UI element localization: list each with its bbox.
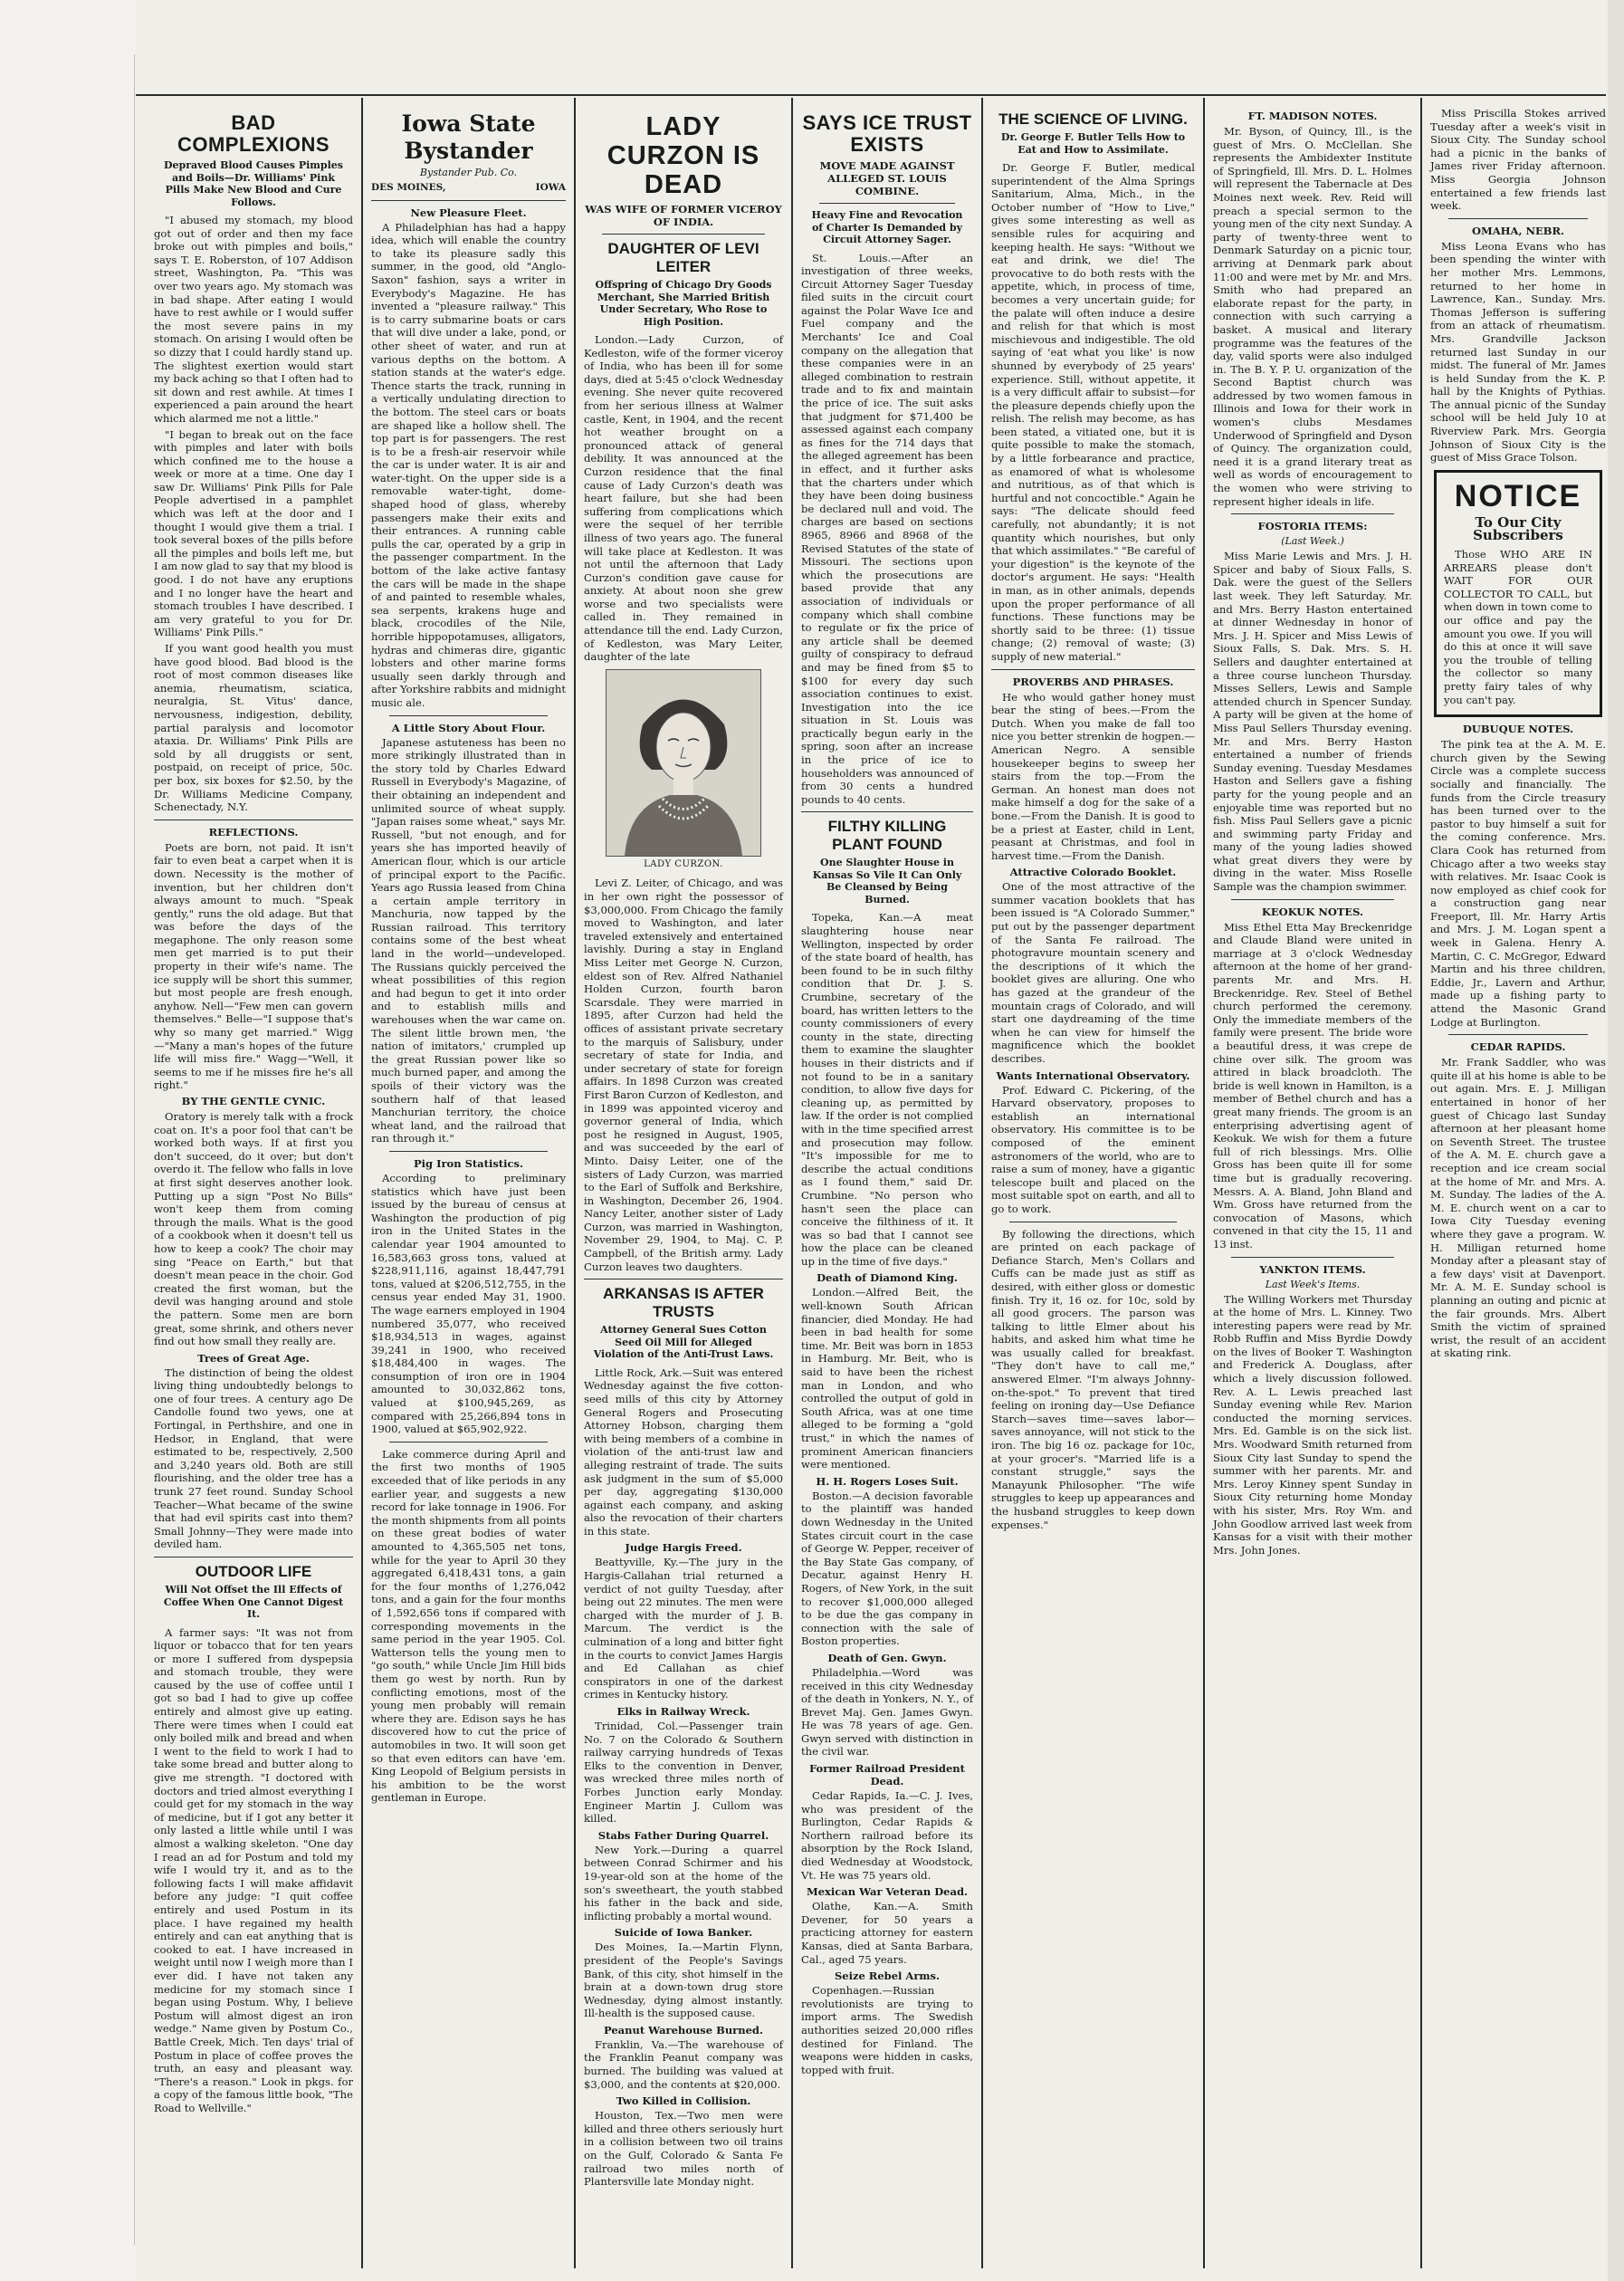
divider bbox=[801, 811, 973, 812]
divider bbox=[1231, 899, 1394, 900]
headline-ice-trust: SAYS ICE TRUST EXISTS bbox=[802, 111, 972, 156]
section-heading-fostoria: FOSTORIA ITEMS: bbox=[1257, 520, 1368, 533]
column-2 bbox=[362, 107, 575, 2265]
section-heading-cedar-rapids: CEDAR RAPIDS. bbox=[1470, 1040, 1566, 1054]
margin-edge bbox=[134, 54, 135, 2245]
dek: Dr. George F. Butler Tells How to Eat and How to Assimilate. bbox=[1000, 131, 1186, 156]
article-paragraph: Trinidad, Col.—Passenger train No. 7 on the Colorado & Southern railway carrying hundreds of Texas Elks to the convention in Denver, was wrecked three miles north of Forbes Junction early Monday. Engineer Martin J. Cullom was killed. bbox=[584, 1720, 783, 1826]
article-paragraph: Philadelphia.—Word was received in this city Wednesday of the death in Yonkers, N. Y., of Brevet Maj. Gen. James Gwyn. He was 78 years of age. Gen. Gwyn served with distinction in the civil war. bbox=[801, 1665, 973, 1759]
article-paragraph: Olathe, Kan.—A. Smith Devener, for 50 years a practicing attorney for eastern Kansas, died at Santa Barbara, Cal., aged 75 years. bbox=[801, 1900, 973, 1966]
section-heading-omaha: OMAHA, NEBR. bbox=[1471, 224, 1565, 237]
dek: Heavy Fine and Revocation of Charter Is Demanded by Circuit Attorney Sager. bbox=[811, 209, 963, 245]
article-paragraph: A Philadelphian has had a happy idea, which will enable the country to take its pleasure sadly this summer, in the good, old "Anglo-Saxon" fashion, says a writer in Everybody's Magazine. He has invented a "pleasure railway." This is to carry submarine boats or cars that will dive under a lake, pond, or other sheet of water, and run at various depths on the bottom. A station stands at the water's edge. Thence starts the track, running in a vertically undulating direction to the bottom. The steel cars or boats are shaped like a hollow shell. The top part is for passengers. The rest is to be a fresh-air reservoir while the car is under water. It is air and water-tight. On the upper side is a removable water-tight, dome-shaped hood of glass, whereby passengers make their exits and their entrances. A running cable pulls the car, operated by a grip in the passenger compartment. In the bottom of the lake active fantasy the cars will be made in the shape of and painted to resemble whales, sea serpents, krakens huge and black, crocodiles of the Nile, horrible hippopotamuses, alligators, hydras and chimeras dire, gigantic lobsters and other marine forms usually seen darkly through and after Yorkshire rabbits and midnight music ale. bbox=[371, 220, 566, 709]
article-paragraph: New York.—During a quarrel between Conrad Schirmer and his 19-year-old son at the home of the son's sweetheart, the youth stabbed his father in the back and side, inflicting probably a mortal wound. bbox=[584, 1843, 783, 1922]
subheading: Peanut Warehouse Burned. bbox=[604, 2023, 763, 2037]
article-paragraph: Lake commerce during April and the first two months of 1905 exceeded that of like periods in any earlier year, and suggests a new record for lake tonnage in 1906. For the month shipments from all points on these great bodies of water amounted to 4,365,505 net tons, while for the year to April 30 they aggregated 6,418,431 tons, a gain for the four months of 1,276,042 tons, and a gain for the four months of 1,592,656 tons if compared with corresponding movements in the same period in the year 1905. Col. Watterson tells the young men to "go south," while Uncle Jim Hill bids them go west by north. Run by conflicting emotions, most of the young men probably will remain where they are. Edison says he has discovered how to cut the price of automobiles in two. It will soon get so that even editors can have 'em. King Leopold of Belgium persists in his ambition to be the worst gentleman in Europe. bbox=[371, 1447, 566, 1805]
article-paragraph: "I abused my stomach, my blood got out of order and then my face broke out with pimples and boils," says T. E. Roberston, of 107 Addison street, Washington, Pa. "This was over two years ago. My stomach was in bad shape. After eating I would have to rest awhile or I would suffer the most severe pains in my stomach. On arising I would often be so dizzy that I could hardly stand up. The slightest exertion would start my back aching so that I often had to sit down and rest awhile. At times I experienced a pain around the heart which alarmed me not a little." bbox=[154, 214, 353, 425]
column-4 bbox=[792, 107, 982, 2265]
subhead: MOVE MADE AGAINST ALLEGED ST. LOUIS COMBINE. bbox=[819, 159, 955, 197]
subheading: Attractive Colorado Booklet. bbox=[1009, 866, 1177, 879]
subheading-pig-iron: Pig Iron Statistics. bbox=[414, 1156, 523, 1170]
article-paragraph: "I began to break out on the face with pimples and later with boils which confined me to the house a week or more at a time. One day I saw Dr. Williams' Pink Pills for Pale People advertised in a pamphlet which was left at the door and I thought I would give them a trial. I took several boxes of the pills before all the pimples and boils left me, but I am now glad to say that my blood is good. I do not have any eruptions and I no longer have the heart and stomach troubles I have described. I am very grateful to you for Dr. Williams' Pink Pills." bbox=[154, 427, 353, 639]
divider bbox=[1231, 513, 1394, 514]
section-subheading: (Last Week.) bbox=[1281, 535, 1344, 548]
article-paragraph: Little Rock, Ark.—Suit was entered Wednesday against the five cotton-seed mills of this city by Attorney General Rogers and Prosecuting Attorney Hobson, charging them with being members of a combine in violation of the anti-trust law and alleging restraint of trade. The suits ask judgment in the sum of $5,000 per day, aggregating $130,000 against each company, and asking also the revocation of their charters in this state. bbox=[584, 1366, 783, 1538]
dek: One Slaughter House in Kansas So Vile It Can Only Be Cleansed by Being Burned. bbox=[812, 857, 962, 906]
section-heading-reflections: REFLECTIONS. bbox=[208, 825, 299, 839]
article-paragraph: Japanese astuteness has been no more strikingly illustrated than in the story told by Charles Edward Russell in Everybody's Magazine, of their obtaining an independent and unlimited source of wheat supply. "Japan raises some wheat," says Mr. Russell, "but not enough, and for years she has imported heavily of American flour, which is our article of principal export to the Pacific. Years ago Russia leased from China a certain ample territory in Manchuria, now tapped by the Russian railroad. This territory contains some of the best wheat land in the world—undeveloped. The Russians quickly perceived the wheat possibilities of this region and had begun to get it into order and to establish mills and warehouses when the war came on. The silent little brown men, 'the nation of imitators,' crumpled up the great Russian power like so much burned paper, and among the spoils of their victory was the southern half of that leased Manchurian territory, the choice wheat land, and the railroad that ran through it." bbox=[371, 735, 566, 1145]
article-paragraph: A farmer says: "It was not from liquor or tobacco that for ten years or more I suffered from dyspepsia and stomach trouble, they were caused by the use of coffee until I got so bad I had to give up coffee entirely and almost give up eating. There were times when I could eat only boiled milk and bread and when I went to the field to work I had to take some bread and butter along to give me strength. "I doctored with doctors and tried almost everything I could get for my stomach in the way of medicine, but if I got any better it only lasted a little while until I was almost a walking skeleton. "One day I read an ad for Postum and told my wife I would try it, and as to the following facts I will make affidavit before any judge: "I quit coffee entirely and used Postum in its place. I have regained my health entirely and can eat anything that is cooked to eat. I have increased in weight until now I weigh more than I ever did. I have not taken any medicine for my stomach since I began using Postum. Why, I believe Postum will almost digest an iron wedge." Name given by Postum Co., Battle Creek, Mich. Ten days' trial of Postum in place of coffee proves the truth, an easy and pleasant way. "There's a reason." Look in pkgs. for a copy of the famous little book, "The Road to Wellville." bbox=[154, 1625, 353, 2114]
subhead-large: DAUGHTER OF LEVI LEITER bbox=[607, 240, 759, 275]
article-paragraph: Mr. Frank Saddler, who was quite ill at his home is able to be out again. Mrs. E. J. Milligan entertained in honor of her guest of Chicago last Sunday afternoon at her pleasant home on Seventh Street. The trustee of the A. M. E. church gave a reception and ice cream social at the home of Mr. and Mrs. A. M. Sunday. The ladies of the A. M. E. church went on a car to Iowa City Tuesday evening where they gave a program. W. H. Milligan returned home Monday after a pleasant stay of a few days' visit at Davenport. Mr. A. M. E. Sunday school is planning an outing and picnic at the fair grounds. Mrs. Albert Smith the victim of sprained wrist, the result of an accident at skating rink. bbox=[1430, 1056, 1606, 1360]
article-paragraph: St. Louis.—After an investigation of three weeks, Circuit Attorney Sager Tuesday filed suits in the circuit court against the Polar Wave Ice and Fuel company and the Merchants' Ice and Coal company on the allegation that these companies were in an alleged combination to restrain trade and to fix and maintain the price of ice. The suit asks that judgment for $71,400 be assessed against each company as fines for the 714 days that the alleged agreement has been in effect, and it further asks that the charters under which they have been doing business be declared null and void. The charges are based on sections 8965, 8966 and 8968 of the Revised Statutes of the state of Missouri. The sections upon which the prosecutions are based provide that any association of individuals or company which shall combine to regulate or fix the price of any article shall be deemed guilty of conspiracy to defraud and may be fined from $5 to $100 for every day such association continues to exist. Investigation into the ice situation in St. Louis was practically begun early in the spring, soon after an increase in the price of ice to householders was announced of from 30 cents a hundred pounds to 40 cents. bbox=[801, 251, 973, 806]
article-paragraph: Copenhagen.—Russian revolutionists are trying to import arms. The Swedish authorities seized 20,000 rifles destined for Finland. The weapons were hidden in casks, topped with fruit. bbox=[801, 1984, 973, 2076]
portrait-image bbox=[606, 669, 761, 857]
torn-right-edge bbox=[1608, 0, 1624, 2281]
article-paragraph: Boston.—A decision favorable to the plaintiff was handed down Wednesday in the United States circuit court in the case of George W. Pepper, receiver of the Bay State Gas company, of Decatur, against Henry H. Rogers, of New York, in the suit to recover $1,000,000 alleged to be due the gas company in connection with the sale of Boston properties. bbox=[801, 1489, 973, 1648]
article-paragraph: The distinction of being the oldest living thing undoubtedly belongs to one of four trees. A century ago De Candolle found two yews, one at Fortingal, in Perthshire, and one in Hedsor, in England, that were estimated to be, respectively, 2,500 and 3,240 years old. Both are still flourishing, and the older tree has a trunk 27 feet round. Sunday School Teacher—What became of the swine that had evil spirits cast into them? Small Johnny—They were made into deviled ham. bbox=[154, 1366, 353, 1551]
divider bbox=[1231, 1257, 1394, 1258]
article-paragraph: Topeka, Kan.—A meat slaughtering house near Wellington, inspected by order of the state board of health, has been found to be in such filthy condition that Dr. J. S. Crumbine, secretary of the board, has written letters to the county commissioners of every county in the state, directing them to examine the slaughter houses in their districts and if not found to be in a sanitary condition, to allow five days for cleaning up, as permitted by law. If the order is not complied with in the time specified arrest and prosecution may follow. "It's impossible for me to describe the actual conditions as I found them," said Dr. Crumbine. "No person who hasn't seen the place can conceive the filthiness of it. It was so bad that I cannot see how the place can be cleaned up in the time of five days." bbox=[801, 911, 973, 1268]
notice-box bbox=[1434, 470, 1602, 717]
section-subheading: Last Week's Items. bbox=[1265, 1278, 1361, 1290]
article-paragraph: Cedar Rapids, Ia.—C. J. Ives, who was president of the Burlington, Cedar Rapids & Northern railroad before its absorption by the Rock Island, died Wednesday at Woodstock, Vt. He was 75 years old. bbox=[801, 1789, 973, 1882]
headline-outdoor-life: OUTDOOR LIFE bbox=[195, 1563, 312, 1580]
state: IOWA bbox=[535, 182, 566, 193]
subheading: Death of Gen. Gwyn. bbox=[827, 1651, 947, 1664]
section-heading-proverbs: PROVERBS AND PHRASES. bbox=[1012, 675, 1174, 688]
dek: Attorney General Sues Cotton Seed Oil Mill for Alleged Violation of the Anti-Trust Laws. bbox=[593, 1324, 774, 1361]
column-6 bbox=[1204, 107, 1421, 2265]
headline-bad-complexions: BAD COMPLEXIONS bbox=[177, 111, 330, 156]
subheading: Judge Hargis Freed. bbox=[625, 1541, 742, 1555]
article-paragraph: Des Moines, Ia.—Martin Flynn, president of the People's Savings Bank, of this city, shot himself in the brain at a down-town drug store Wednesday, dying almost instantly. Ill-health is the supposed cause. bbox=[584, 1941, 783, 2020]
article-paragraph: Miss Marie Lewis and Mrs. J. H. Spicer and baby of Sioux Falls, S. Dak. were the guest of the Sellers last week. They left Saturday. Mr. and Mrs. Berry Haston entertained at dinner Wednesday in honor of Mrs. J. H. Spicer and Miss Lewis of Sioux Falls, S. Dak. Mrs. S. H. Sellers and daughter entertained at a three course luncheon Thursday. Misses Sellers, Lewis and Sample attended church in Spencer Sunday. A party will be given at the home of Miss Paul Sellers Thursday evening. Mr. and Mrs. Berry Haston entertained a number of friends Sunday evening. Tuesday Mesdames Haston and Sellers gave a fishing party for the young people and an enjoyable time was reported but no fish. Miss Paul Sellers gave a picnic and swimming party Friday and many of the young ladies showed what great divers they were by diving in the water. Miss Roselle Sample was the champion swimmer. bbox=[1213, 550, 1412, 894]
subheading: Suicide of Iowa Banker. bbox=[614, 1926, 753, 1940]
column-1 bbox=[145, 107, 362, 2265]
column-5 bbox=[982, 107, 1204, 2265]
subheading-flour: A Little Story About Flour. bbox=[391, 721, 546, 734]
section-heading-dubuque: DUBUQUE NOTES. bbox=[1462, 723, 1574, 736]
section-heading-gentle-cynic: BY THE GENTLE CYNIC. bbox=[181, 1095, 326, 1107]
headline-lady-curzon: LADY CURZON IS DEAD bbox=[607, 112, 760, 199]
headline-filthy-plant: FILTHY KILLING PLANT FOUND bbox=[827, 818, 947, 854]
dek: Will Not Offset the Ill Effects of Coffee When One Cannot Digest It. bbox=[163, 1584, 344, 1620]
divider bbox=[991, 669, 1195, 670]
section-heading-keokuk: KEOKUK NOTES. bbox=[1261, 905, 1364, 918]
article-paragraph: By following the directions, which are printed on each package of Defiance Starch, Men's Collars and Cuffs can be made just as stiff as desired, with either gloss or domestic finish. Try it, 16 oz. for 10c, sold by all good grocers. The parson was talking to little Elmer about his habits, and asked him what time he was usually called for breakfast. "They don't have to call me," answered Elmer. "I'm always Johnny-on-the-spot." To prevent that tired feeling on ironing day—Use Defiance Starch—saves time—saves labor—saves annoyance, will not stick to the iron. The big 16 oz. package for 10c, at your grocer's. "Married life is a constant struggle," says the Manayunk Philosopher. "The wife struggles to keep up appearances and the husband struggles to keep down expenses." bbox=[991, 1227, 1195, 1531]
article-paragraph: One of the most attractive of the summer vacation booklets that has been issued is "A Colorado Summer," put out by the passenger department of the Santa Fe railroad. The photogravure mountain scenery and the descriptions of it which the booklet gives are alluring. One who has gazed at the grandeur of the mountain crags of Colorado, and will start one daydreaming of the time when he can view for himself the magnificence which the booklet describes. bbox=[991, 880, 1195, 1065]
dek: Depraved Blood Causes Pimples and Boils—Dr. Williams' Pink Pills Make New Blood and Cure Follows. bbox=[164, 159, 343, 208]
article-paragraph: London.—Alfred Beit, the well-known South African financier, died Monday. He had been in bad health for some time. Mr. Beit was born in 1853 in Hamburg. Mr. Beit, who is said to have been the richest man in London, and who controlled the output of gold in South Africa, was at one time alleged to be forming a "gold trust," in which the names of prominent American financiers were mentioned. bbox=[801, 1286, 973, 1471]
article-paragraph: Beattyville, Ky.—The jury in the Hargis-Callahan trial returned a verdict of not guilty Tuesday, after being out 22 minutes. The men were charged with the murder of J. B. Marcum. The verdict is the culmination of a long and bitter fight in the courts to convict James Hargis and Ed Callahan as chief conspirators in one of the darkest crimes in Kentucky history. bbox=[584, 1556, 783, 1701]
section-heading-yankton: YANKTON ITEMS. bbox=[1259, 1262, 1366, 1276]
article-paragraph: Miss Ethel Etta May Breckenridge and Claude Bland were united in marriage at 3 o'clock Wednesday afternoon at the home of her grand-parents Mr. and Mrs. H. Breckenridge. Rev. Steel of Bethel church performed the ceremony. Only the immediate members of the family were present. The bride wore a beautiful dress, it was crepe de chine over silk. The groom was attired in black broadcloth. The bride is well known in Hamilton, is a member of Bethel church and has a great many friends. The groom is an enterprising advertising agent of Keokuk. We wish for them a future full of rich blessings. Mrs. Ollie Gross has been quite ill for some time but is gradually recovering. Messrs. A. A. Bland, John Bland and Wm. Gross have returned from the convocation of Masons, which convened in that city the 15, 11 and 13 inst. bbox=[1213, 920, 1412, 1251]
article-paragraph: He who would gather honey must bear the sting of bees.—From the Dutch. When you make de fall too nice you better strenkin de hogpen.—American Negro. A sensible housekeeper begins to sweep her stairs from the top.—From the German. An honest man does not make himself a dog for the sake of a bone.—From the Danish. It is good to be a priest at Easter, child in Lent, peasant at Christmas, and fool in harvest time.—From the Danish. bbox=[991, 690, 1195, 862]
dek: Offspring of Chicago Dry Goods Merchant, She Married British Under Secretary, Who Rose to High Position. bbox=[595, 279, 772, 328]
publisher-line: Bystander Pub. Co. bbox=[419, 167, 518, 178]
article-paragraph: The pink tea at the A. M. E. church given by the Sewing Circle was a complete success socially and financially. The funds from the Circle treasury has been turned over to the pastor to buy himself a suit for the coming conference. Mrs. Clara Cook has returned from Chicago after a two weeks stay with relatives. Mr. Isaac Cook is now employed as chief cook for a construction gang near Freeport, Ill. Mr. Harry Artis and Mrs. J. M. Logan spent a week in Galena. Henry A. Martin, C. C. McGregor, Edward Martin and his three children, Eddie, Jr., Lavern and Arthur, made up a fishing party to attend the Masonic Grand Lodge at Burlington. bbox=[1430, 738, 1606, 1029]
divider bbox=[389, 1151, 548, 1152]
article-paragraph: If you want good health you must have good blood. Bad blood is the root of most common diseases like anemia, rheumatism, sciatica, neuralgia, St. Vitus' dance, nervousness, indigestion, debility, partial paralysis and locomotor ataxia. Dr. Williams' Pink Pills are sold by all druggists or sent, postpaid, on receipt of price, 50c. per box, six boxes for $2.50, by the Dr. Williams Medicine Company, Schenectady, N.Y. bbox=[154, 642, 353, 814]
subheading: H. H. Rogers Loses Suit. bbox=[816, 1474, 959, 1488]
subheading-trees: Trees of Great Age. bbox=[197, 1351, 310, 1365]
article-paragraph: Houston, Tex.—Two men were killed and three others seriously hurt in a collision between two oil trains on the Gulf, Colorado & Santa Fe railroad two miles north of Plantersville late Monday night. bbox=[584, 2109, 783, 2189]
section-heading-ft-madison: FT. MADISON NOTES. bbox=[1247, 110, 1378, 122]
article-paragraph: Levi Z. Leiter, of Chicago, and was in her own right the possessor of $3,000,000. From Chicago the family moved to Washington, and later traveled extensively and entertained lavishly. During a stay in England Miss Leiter met George N. Curzon, eldest son of Rev. Alfred Nathaniel Holden Curzon, fourth baron Scarsdale. They were married in 1895, after Curzon had held the offices of assistant private secretary to the marquis of Salisbury, under secretary of state for India, and under secretary of state for foreign affairs. In 1898 Curzon was created First Baron Curzon of Kedleston, and in 1899 was appointed viceroy and governor general of India, which post he resigned in August, 1905, and was succeeded by the earl of Minto. Daisy Leiter, one of the sisters of Lady Curzon, was married to the Earl of Suffolk and Berkshire, in Washington, December 26, 1904. Nancy Leiter, another sister of Lady Curzon, was married in Washington, November 29, 1904, to Maj. C. P. Campbell, of the British army. Lady Curzon leaves two daughters. bbox=[584, 877, 783, 1273]
city: DES MOINES, bbox=[371, 182, 446, 193]
article-paragraph: The Willing Workers met Thursday at the home of Mrs. L. Kinney. Two interesting papers were read by Mr. Robb Ruffin and Miss Byrdie Dowdy on the lives of Booker T. Washington and Frederick A. Douglass, after which a lively discussion followed. Rev. A. L. Lewis preached last Sunday evening while Rev. Marion conducted the morning services. Mrs. Ed. Gamble is on the sick list. Mrs. Woodward Smith returned from Sioux City last Sunday to spend the summer with her parents. Mr. and Mrs. Leroy Kinney spent Sunday in Sioux City returning home Monday with his sister, Mrs. Roy Wm. and John Goodlow arrived last week from Kansas for a visit with their mother Mrs. John Jones. bbox=[1213, 1292, 1412, 1557]
subheading-fleet: New Pleasure Fleet. bbox=[410, 206, 527, 219]
article-paragraph: Dr. George F. Butler, medical superintendent of the Alma Springs Sanitarium, Alma, Mich., in the October number of "How to Live," gives some interesting as well as sensible rules for acquiring and keeping health. He says: "Without we eat and drink, we die! The provocative to do both rests with the appetite, which, in process of time, becomes a very uncertain guide; for the palate will often induce a desire and relish for that which is most mischievous and indigestible. The old saying of 'eat what you like' is now shunned by everybody of 25 years' experience. Still, without appetite, it is a very difficult affair to subsist—for the pleasure depends chiefly upon the relish. The relish may become, as has been stated, a vitiated one, but it is quite possible to make the stomach, by a little forbearance and practice, as enamored of what is wholesome and nutritious, as of that which is hurtful and not concoctible." Again he says: "The delicate should feed carefully, not abundantly; it is not quantity which nourishes, but only that which assimilates." "Be careful of your digestion" is the keynote of the doctor's argument. He says: "Health in man, as in other animals, depends upon the proper performance of all functions. These functions may be shortly said to be three: (1) tissue change; (2) removal of waste; (3) supply of new material." bbox=[991, 161, 1195, 663]
headline-arkansas: ARKANSAS IS AFTER TRUSTS bbox=[603, 1285, 764, 1321]
subheading: Seize Rebel Arms. bbox=[834, 1970, 941, 1983]
portrait-caption: LADY CURZON. bbox=[644, 858, 723, 869]
article-paragraph: Miss Leona Evans who has been spending the winter with her mother Mrs. Lemmons, returned to her home in Lawrence, Kan., Sunday. Mrs. Thomas Jefferson is suffering from an attack of rheumatism. Mrs. Grandville Jackson returned last Sunday in our midst. The funeral of Mr. James is held Sunday from the K. P. hall by the Knights of Pythias. The annual picnic of the Sunday school will be held July 10 at Riverview Park. Mrs. Georgia Johnson of Sioux City is the guest of Miss Grace Tolson. bbox=[1430, 239, 1606, 465]
masthead-title: Iowa State Bystander bbox=[401, 110, 536, 164]
divider bbox=[371, 200, 566, 201]
subheading: Stabs Father During Quarrel. bbox=[597, 1828, 769, 1842]
divider bbox=[819, 203, 955, 204]
notice-text: Those WHO ARE IN ARREARS please don't WAIT FOR OUR COLLECTOR TO CALL, but when down in town come to our office and pay the amount you owe. If you will do this at once it will save you the trouble of telling the collector so many pretty fairy tales of why you can't pay. bbox=[1444, 548, 1592, 706]
dateline bbox=[371, 181, 566, 195]
subheading: Death of Diamond King. bbox=[817, 1271, 958, 1285]
article-paragraph: Oratory is merely talk with a frock coat on. It's a poor fool that can't be worked both ways. If at first you don't succeed, do it over; but don't overdo it. The fellow who falls in love at first sight deserves another look. Putting up a sign "Post No Bills" won't keep them from coming through the mails. What is the good of a cookbook when it doesn't tell us how to keep a cook? The choir may sing "Peace on Earth," but that doesn't mean peace in the choir. God created the first woman, but the devil was hanging around and stole the pattern. Some men are born great, some shrink, and others never find out how small they really are. bbox=[154, 1110, 353, 1348]
blank-margin bbox=[0, 0, 136, 2281]
subheading: Former Railroad President Dead. bbox=[809, 1762, 965, 1788]
subheading: Two Killed in Collision. bbox=[616, 2094, 751, 2108]
article-paragraph: Poets are born, not paid. It isn't fair to even beat a carpet when it is down. Necessity is the mother of invention, but her children don't always amount to much. "Speak gently," runs the old adage. But that was before the days of the megaphone. The only reason some men get married is to put their property in their wife's name. The ice supply will be short this summer, but most people are fresh enough, anyhow. Nell—"Few men can govern themselves." Belle—"I suppose that's why so many get married." Wigg—"Many a man's hopes of the future life will miss fire." Wagg—"Well, it seems to me if he misses fire he's all right." bbox=[154, 840, 353, 1092]
notice-subtitle: To Our City Subscribers bbox=[1473, 513, 1563, 544]
subhead: WAS WIFE OF FORMER VICEROY OF INDIA. bbox=[585, 203, 782, 228]
column-7 bbox=[1421, 107, 1615, 2265]
subheading: Elks in Railway Wreck. bbox=[616, 1705, 750, 1718]
article-paragraph: Miss Priscilla Stokes arrived Tuesday after a week's visit in Sioux City. The Sunday school had a picnic in the banks of James river Friday afternoon. Miss Georgia Johnson entertained a few friends last week. bbox=[1430, 107, 1606, 213]
article-paragraph: Franklin, Va.—The warehouse of the Franklin Peanut company was burned. The building was valued at $3,000, and the contents at $20,000. bbox=[584, 2037, 783, 2091]
article-paragraph: According to preliminary statistics which have just been issued by the bureau of census at Washington the production of pig iron in the United States in the calendar year 1904 amounted to 16,583,663 gross tons, valued at $228,911,116, against 18,447,791 tons, valued at $206,512,755, in the census year ended May 31, 1900. The wage earners employed in 1904 numbered 35,077, who received $18,934,513 in wages, against 39,241 in 1900, who received $18,484,400 in wages. The consumption of iron ore in 1904 amounted to 30,032,862 tons, valued at $100,945,269, as compared with 25,266,894 tons in 1900, valued at $65,902,922. bbox=[371, 1171, 566, 1436]
subheading: Wants International Observatory. bbox=[996, 1069, 1190, 1082]
divider bbox=[602, 234, 765, 235]
divider bbox=[389, 715, 548, 716]
divider bbox=[154, 819, 353, 820]
subheading: Mexican War Veteran Dead. bbox=[807, 1885, 968, 1899]
portrait-illustration bbox=[607, 670, 760, 856]
article-paragraph: Prof. Edward C. Pickering, of the Harvard observatory, proposes to establish an international observatory. His committee is to be composed of the eminent astronomers of the world, who are to raise a sum of money, have a gigantic telescope built and placed on the most suitable spot on earth, and all to go to work. bbox=[991, 1083, 1195, 1215]
divider bbox=[1448, 1034, 1588, 1035]
divider bbox=[1448, 218, 1588, 219]
article-paragraph: London.—Lady Curzon, of Kedleston, wife of the former viceroy of India, who has been ill for some days, died at 5:45 o'clock Wednesday evening. She never quite recovered from her serious illness at Walmer castle, Kent, in 1904, and the recent hot weather brought on a pronounced attack of general debility. It was announced at the Curzon residence that the final cause of Lady Curzon's death was heart failure, but she had been suffering from complications which were the sequel of her terrible illness of two years ago. The funeral will take place at Kedleston. It was not until the afternoon that Lady Curzon's condition gave cause for anxiety. At about noon she grew worse and two specialists were called in. They remained in attendance till the end. Lady Curzon, of Kedleston, was Mary Leiter, daughter of the late bbox=[584, 333, 783, 664]
headline-science-of-living: THE SCIENCE OF LIVING. bbox=[998, 110, 1188, 128]
column-3 bbox=[575, 107, 792, 2265]
article-paragraph: Mr. Byson, of Quincy, Ill., is the guest of Mrs. O. McClellan. She represents the Ambidexter Institute of Springfield, Ill. Mrs. D. L. Holmes will represent the Tabernacle at Des Moines next week. Rev. Reid will preach a special sermon to the young men of the city next Sunday. A party of twenty-three went to Denmark Saturday on a picnic tour, arriving at Denmark park about 11:00 and were met by Mr. and Mrs. Smith who had prepared an elaborate repast for the party, in connection with such carrying a basket. A musical and literary programme was the features of the day, valid sports were also indulged in. The B. Y. P. U. organization of the Second Baptist church was addressed by two women famous in Illinois and Iowa for their work in women's clubs Mesdames Underwood of Springfield and Dyson of Quincy. The organization could, need it is a grand literary treat as well as words of encouragement to the women who were striving to represent higher ideals in life. bbox=[1213, 125, 1412, 508]
notice-title: NOTICE bbox=[1454, 478, 1582, 513]
top-rule bbox=[136, 94, 1606, 96]
